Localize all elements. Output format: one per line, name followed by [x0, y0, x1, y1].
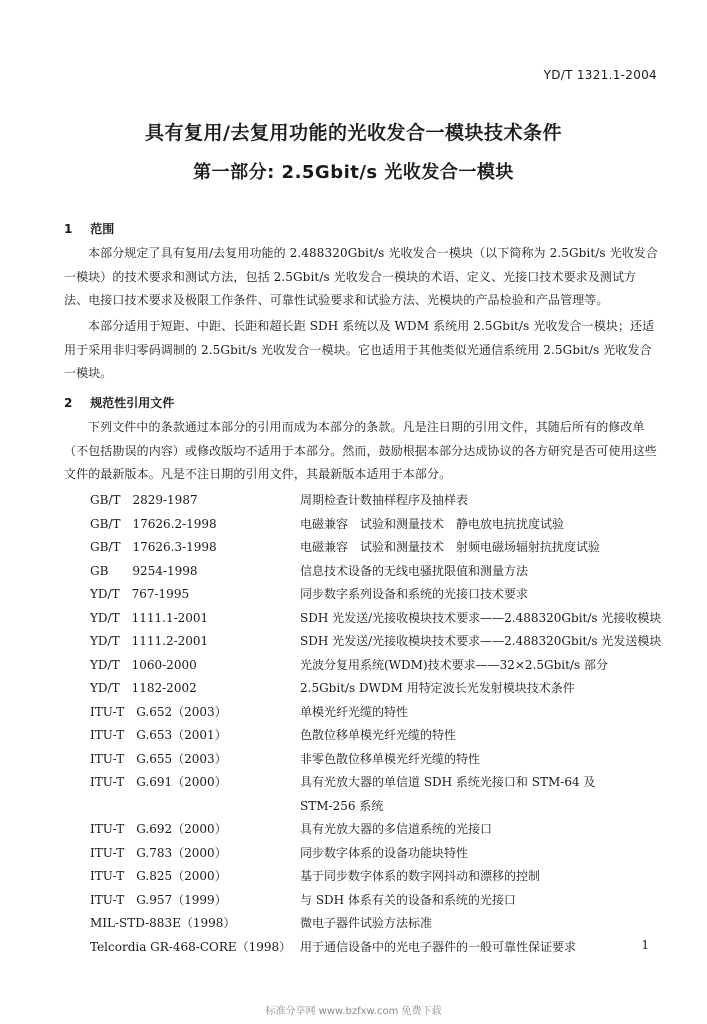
reference-code: ITU-T G.655（2003）: [90, 751, 227, 766]
reference-code: ITU-T G.783（2000）: [90, 845, 227, 860]
reference-row: [90, 817, 670, 841]
reference-code: GB/T 17626.3-1998: [90, 540, 217, 555]
section-number: 1: [64, 222, 73, 236]
document-title: 具有复用/去复用功能的光收发合一模块技术条件: [145, 122, 562, 144]
reference-list: [90, 488, 670, 958]
reference-code: ITU-T G.957（1999）: [90, 892, 227, 907]
footer-watermark: 标准分享网 www.bzfxw.com 免费下载: [265, 1006, 442, 1017]
reference-title: 同步数字系列设备和系统的光接口技术要求: [300, 587, 529, 602]
reference-title: 单模光纤光缆的特性: [300, 704, 409, 719]
reference-code: ITU-T G.653（2001）: [90, 728, 227, 743]
reference-code: MIL-STD-883E（1998）: [90, 916, 236, 931]
reference-title: SDH 光发送/光接收模块技术要求——2.488320Gbit/s 光接收模块: [300, 610, 662, 625]
reference-code: YD/T 767-1995: [90, 587, 190, 602]
reference-row: [90, 935, 670, 959]
reference-code: ITU-T G.691（2000）: [90, 775, 227, 790]
reference-row: [90, 535, 670, 559]
reference-row: [90, 559, 670, 583]
reference-row: [90, 911, 670, 935]
reference-title: 同步数字体系的设备功能块特性: [300, 845, 469, 860]
reference-title: STM-256 系统: [300, 798, 384, 813]
standard-number: YD/T 1321.1-2004: [543, 68, 657, 82]
reference-code: ITU-T G.652（2003）: [90, 704, 227, 719]
reference-code: ITU-T G.692（2000）: [90, 822, 227, 837]
reference-row: [90, 747, 670, 771]
reference-title: 与 SDH 体系有关的设备和系统的光接口: [300, 892, 516, 907]
reference-title: 具有光放大器的单信道 SDH 系统光接口和 STM-64 及: [300, 775, 596, 790]
reference-row: [90, 770, 670, 794]
reference-code: Telcordia GR-468-CORE（1998）: [90, 939, 292, 954]
reference-row: [90, 582, 670, 606]
reference-row: [90, 488, 670, 512]
reference-title: 具有光放大器的多信道系统的光接口: [300, 822, 493, 837]
reference-title: 周期检查计数抽样程序及抽样表: [300, 493, 469, 508]
reference-title: 色散位移单模光纤光缆的特性: [300, 728, 457, 743]
reference-title: 光波分复用系统(WDM)技术要求——32×2.5Gbit/s 部分: [300, 657, 608, 672]
reference-title: 非零色散位移单模光纤光缆的特性: [300, 751, 481, 766]
reference-title: 用于通信设备中的光电子器件的一般可靠性保证要求: [300, 939, 577, 954]
reference-code: YD/T 1111.1-2001: [90, 610, 209, 625]
scope-paragraph-1: 本部分规定了具有复用/去复用功能的 2.488320Gbit/s 光收发合一模块（以下简称为 2.5Gbit/s 光收发合一模块）的技术要求和测试方法，包括 2.5Gbit/s 光收发合一模块的术语、定义、光接口技术要求及测试方法、电接口技术要求及极限工作条件、可靠性试验要求和试验方法、光模块的产品检验和产品管理等。: [64, 246, 659, 307]
reference-row: [90, 629, 670, 653]
document-subtitle: 第一部分: 2.5Gbit/s 光收发合一模块: [193, 162, 514, 183]
reference-title: 微电子器件试验方法标准: [300, 916, 433, 931]
reference-row: [90, 841, 670, 865]
reference-title: 电磁兼容 试验和测量技术 射频电磁场辐射抗扰度试验: [300, 540, 601, 555]
reference-row: [90, 794, 670, 818]
reference-title: 基于同步数字体系的数字网抖动和漂移的控制: [300, 869, 541, 884]
reference-title: 信息技术设备的无线电骚扰限值和测量方法: [300, 563, 529, 578]
section-heading-normative-references: [64, 394, 174, 411]
scope-paragraph-2: 本部分适用于短距、中距、长距和超长距 SDH 系统以及 WDM 系统用 2.5Gbit/s 光收发合一模块；还适用于采用非归零码调制的 2.5Gbit/s 光收发合一模块。它也适用于其他类似光通信系统用 2.5Gbit/s 光收发合一模块。: [64, 319, 655, 380]
reference-row: [90, 606, 670, 630]
reference-title: SDH 光发送/光接收模块技术要求——2.488320Gbit/s 光发送模块: [300, 634, 662, 649]
reference-row: [90, 676, 670, 700]
reference-row: [90, 653, 670, 677]
reference-code: YD/T 1111.2-2001: [90, 634, 209, 649]
section-title: 规范性引用文件: [90, 396, 175, 410]
reference-code: YD/T 1060-2000: [90, 657, 197, 672]
section-number: 2: [64, 396, 73, 410]
references-intro-paragraph: 下列文件中的条款通过本部分的引用而成为本部分的条款。凡是注日期的引用文件，其随后所有的修改单（不包括勘误的内容）或修改版均不适用于本部分。然而，鼓励根据本部分达成协议的各方研究是否可使用这些文件的最新版本。凡是不注日期的引用文件，其最新版本适用于本部分。: [64, 420, 657, 481]
reference-code: GB/T 17626.2-1998: [90, 516, 217, 531]
section-title: 范围: [90, 222, 115, 236]
reference-title: 2.5Gbit/s DWDM 用特定波长光发射模块技术条件: [300, 681, 575, 696]
reference-row: [90, 723, 670, 747]
page-number: 1: [641, 938, 649, 952]
reference-code: ITU-T G.825（2000）: [90, 869, 227, 884]
reference-row: [90, 700, 670, 724]
reference-code: YD/T 1182-2002: [90, 681, 197, 696]
section-heading-scope: [64, 220, 114, 237]
reference-row: [90, 888, 670, 912]
reference-row: [90, 864, 670, 888]
reference-row: [90, 512, 670, 536]
reference-code: GB 9254-1998: [90, 563, 198, 578]
reference-code: GB/T 2829-1987: [90, 493, 198, 508]
reference-title: 电磁兼容 试验和测量技术 静电放电抗扰度试验: [300, 516, 565, 531]
